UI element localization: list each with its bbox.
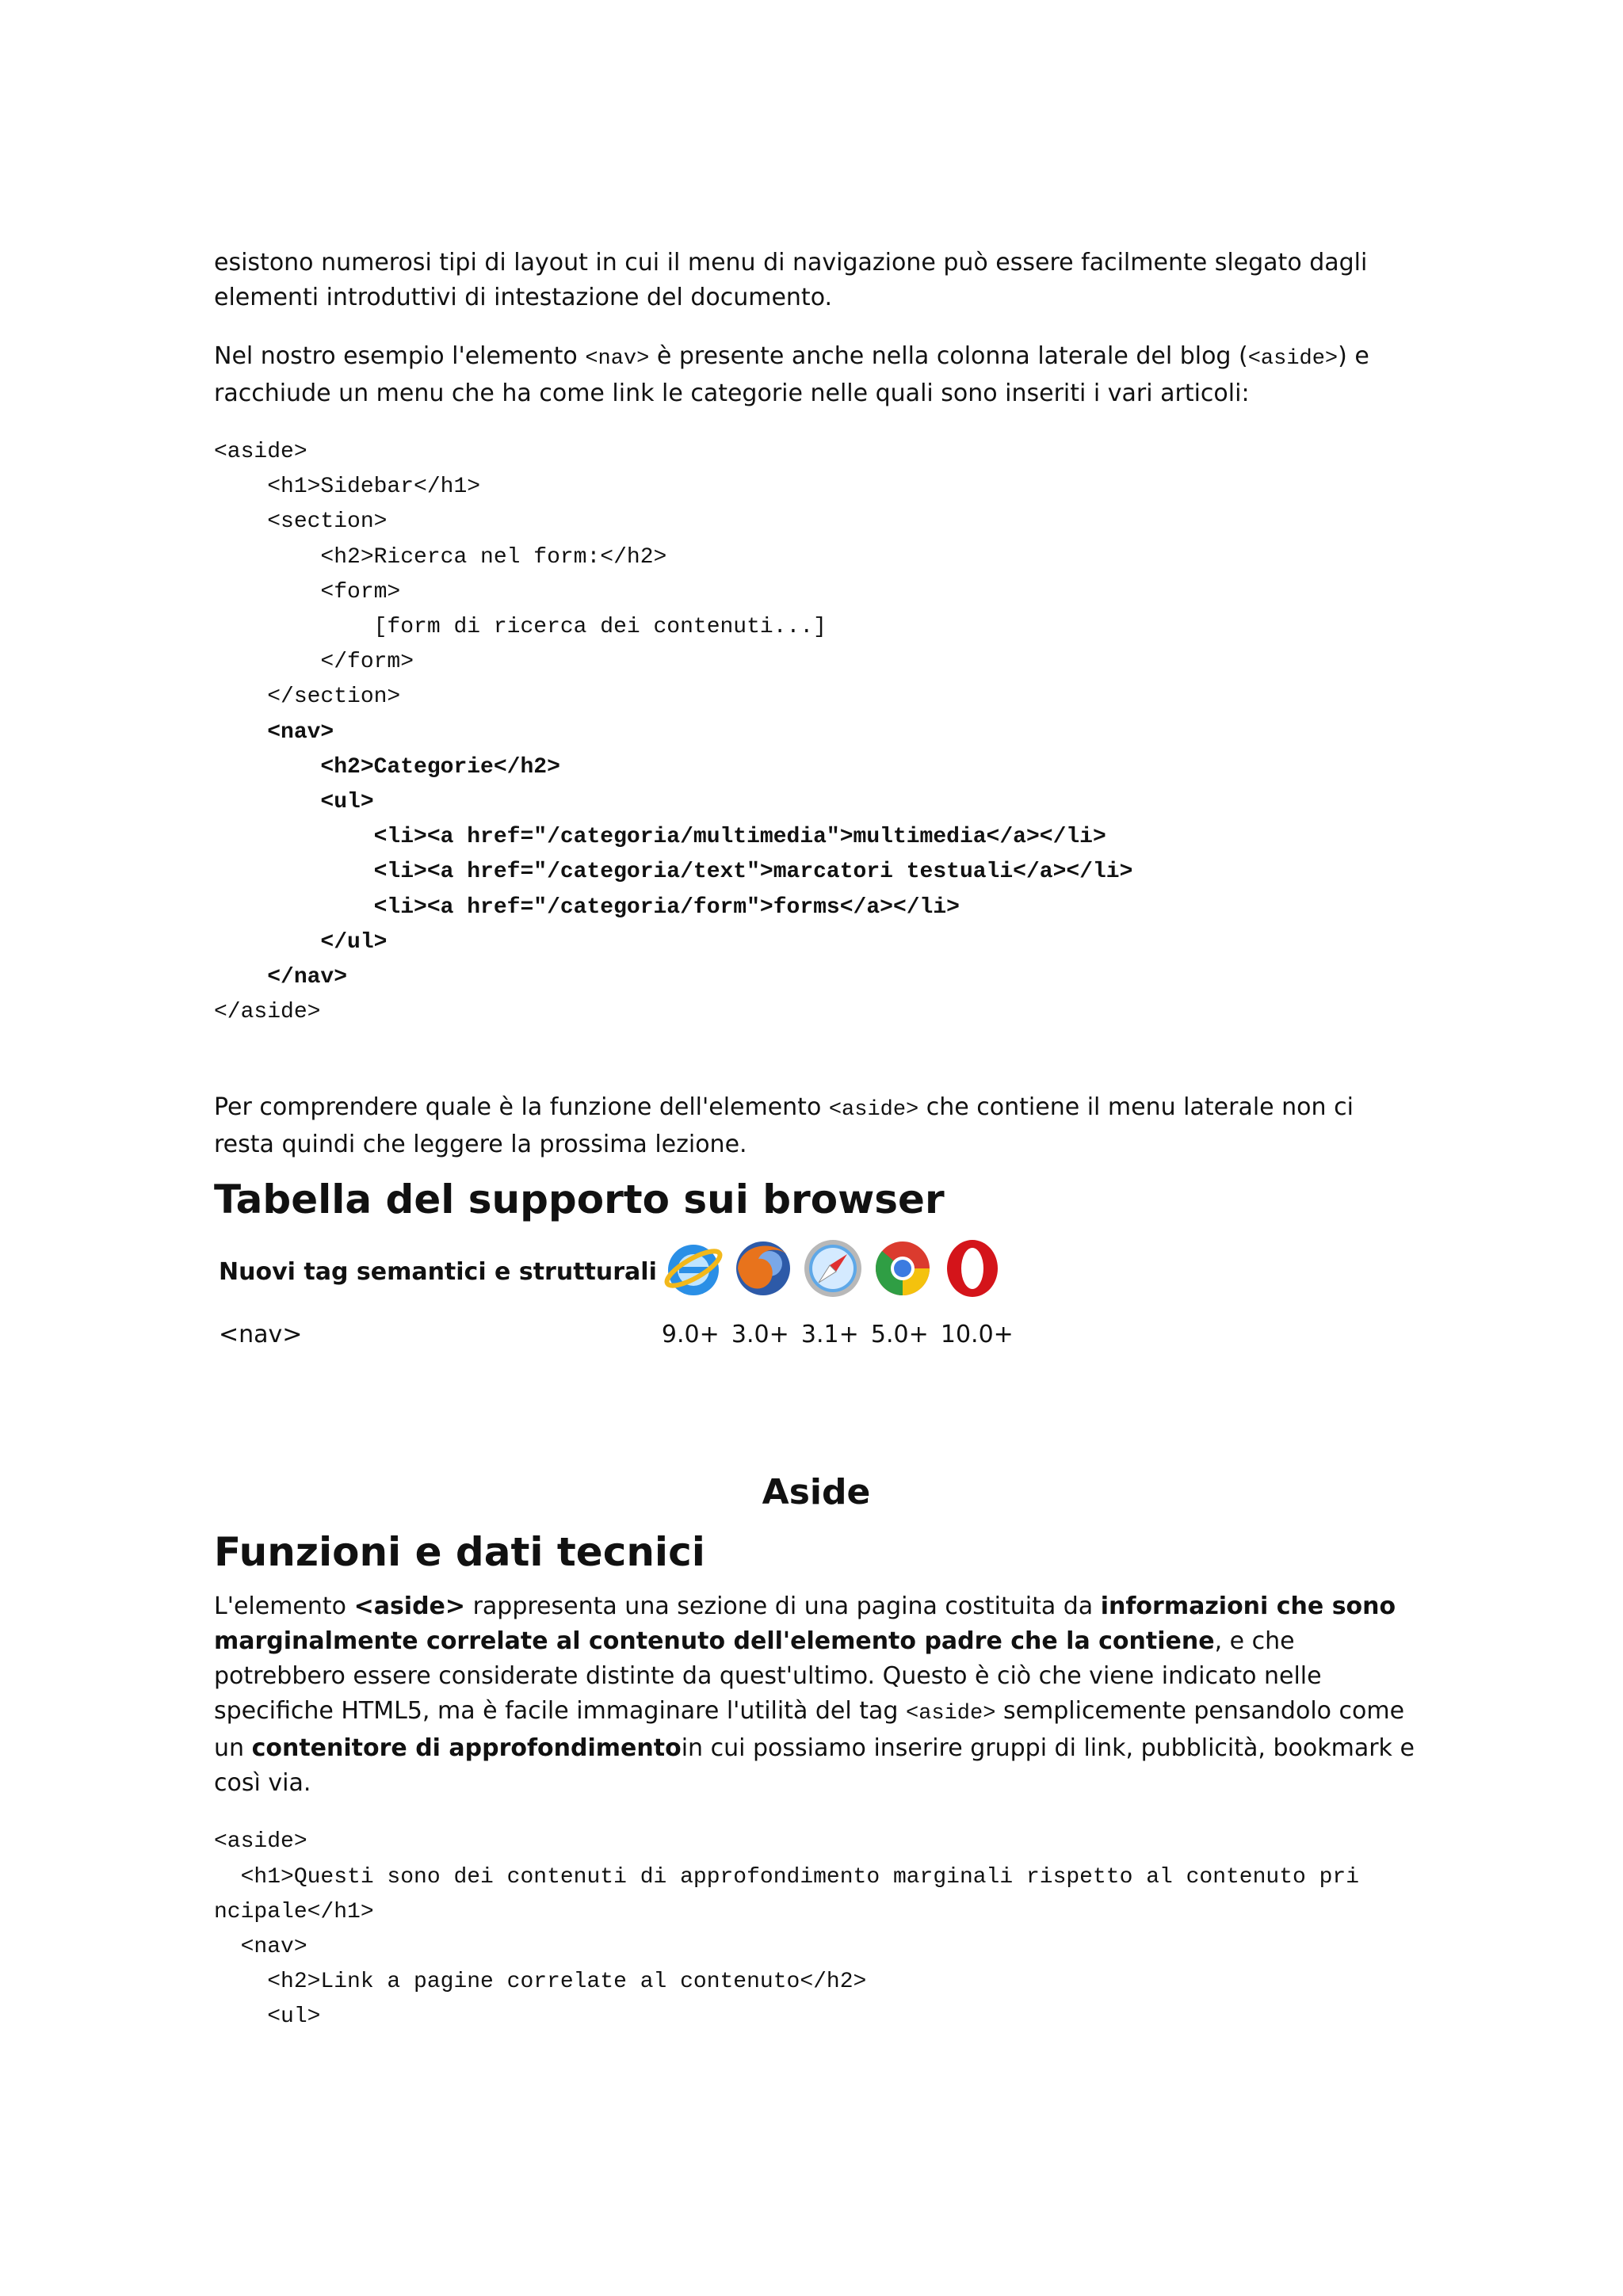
nav-aside-paragraph [214, 339, 1419, 411]
code-line: </aside> [214, 1000, 321, 1025]
code-line: </section> [214, 685, 401, 710]
section-title: Aside [762, 1472, 871, 1513]
code-line: ncipale</h1> [214, 1899, 374, 1924]
code-line: <li><a href="/categoria/form">forms</a></li> [214, 894, 960, 920]
support-heading: Tabella del supporto sui browser [214, 1177, 945, 1223]
code-line: <li><a href="/categoria/text">marcatori testuali</a></li> [214, 860, 1133, 885]
text: in cui possiamo inserire gruppi di link, pubblicità, bookmark e così via. [214, 1734, 1415, 1798]
inline-code: <aside> [1247, 347, 1338, 371]
code-line: <h2>Link a pagine correlate al contenuto</h2> [214, 1970, 867, 1995]
table-header-row [219, 1235, 1017, 1308]
code-line: <h1>Sidebar</h1> [214, 475, 481, 500]
table-cell-versions [662, 1308, 1017, 1348]
version-ie: 9.0+ [661, 1321, 720, 1349]
text: Per comprendere quale è la funzione dell'elemento [214, 1093, 829, 1122]
inline-code: <aside> [828, 1098, 919, 1123]
code-line: <h2>Categorie</h2> [214, 754, 560, 780]
code-block-sidebar [214, 435, 1419, 1030]
document-page [214, 246, 1419, 2035]
version-firefox: 3.0+ [731, 1321, 789, 1349]
version-chrome: 5.0+ [870, 1321, 929, 1349]
bold-text: <aside> [353, 1592, 466, 1621]
code-line: [form di ricerca dei contenuti...] [214, 615, 827, 640]
code-line: <h1>Questi sono dei contenuti di approfondimento marginali rispetto al contenuto pri [214, 1864, 1360, 1890]
code-line: <section> [214, 509, 388, 535]
internet-explorer-icon [662, 1237, 725, 1300]
browser-icons-cell [662, 1235, 1017, 1308]
table-header-label: Nuovi tag semantici e strutturali [219, 1257, 657, 1286]
table-cell-tag: <nav> [219, 1321, 303, 1349]
bold-text: contenitore di approfondimento [251, 1734, 682, 1763]
code-line: <li><a href="/categoria/multimedia">multimedia</a></li> [214, 825, 1106, 850]
code-block-aside-example [214, 1825, 1419, 2035]
version-opera: 10.0+ [940, 1321, 1014, 1349]
code-line: <form> [214, 579, 401, 605]
code-line: <aside> [214, 440, 307, 464]
inline-code: <aside> [906, 1702, 996, 1726]
opera-icon [941, 1237, 1004, 1300]
code-line: <nav> [214, 719, 334, 745]
version-safari: 3.1+ [800, 1321, 859, 1349]
code-line: <aside> [214, 1829, 307, 1855]
code-line: </form> [214, 650, 414, 675]
aside-explanation-paragraph [214, 1090, 1419, 1162]
text: che contiene il menu laterale non ci resta quindi che leggere la prossima lezione. [214, 1093, 1354, 1159]
code-line: </ul> [214, 929, 388, 955]
aside-description-paragraph [214, 1589, 1419, 1801]
browser-support-table [219, 1235, 1017, 1348]
section-subtitle: Funzioni e dati tecnici [214, 1529, 705, 1576]
text: è presente anche nella colonna laterale del blog ( [649, 342, 1248, 370]
inline-code: <nav> [585, 347, 650, 371]
code-line: <nav> [214, 1935, 307, 1960]
text: semplicemente pensandolo come un [214, 1697, 1405, 1763]
intro-paragraph: esistono numerosi tipi di layout in cui il menu di navigazione può essere facilmente slegato dagli elementi introduttivi di intestazione del documento. [214, 249, 1368, 311]
table-row [219, 1308, 1017, 1348]
text: L'elemento [214, 1592, 354, 1621]
code-line: <ul> [214, 790, 374, 815]
bold-text: informazioni che sono marginalmente correlate al contenuto dell'elemento padre che la contiene [214, 1592, 1396, 1656]
code-line: <ul> [214, 2004, 321, 2030]
firefox-icon [731, 1237, 795, 1300]
text: rappresenta una sezione di una pagina costituita da [465, 1592, 1101, 1621]
chrome-icon [871, 1237, 934, 1300]
text: Nel nostro esempio l'elemento [214, 342, 586, 370]
code-line: </nav> [214, 965, 348, 990]
code-line: <h2>Ricerca nel form:</h2> [214, 544, 667, 570]
safari-icon [801, 1237, 865, 1300]
text: , e che potrebbero essere considerate distinte da quest'ultimo. Questo è ciò che viene indicato nelle specifiche HTML5, ma è facile immaginare l'utilità del tag [214, 1627, 1322, 1726]
text: ) e racchiude un menu che ha come link le categorie nelle quali sono inseriti i vari articoli: [214, 342, 1369, 407]
